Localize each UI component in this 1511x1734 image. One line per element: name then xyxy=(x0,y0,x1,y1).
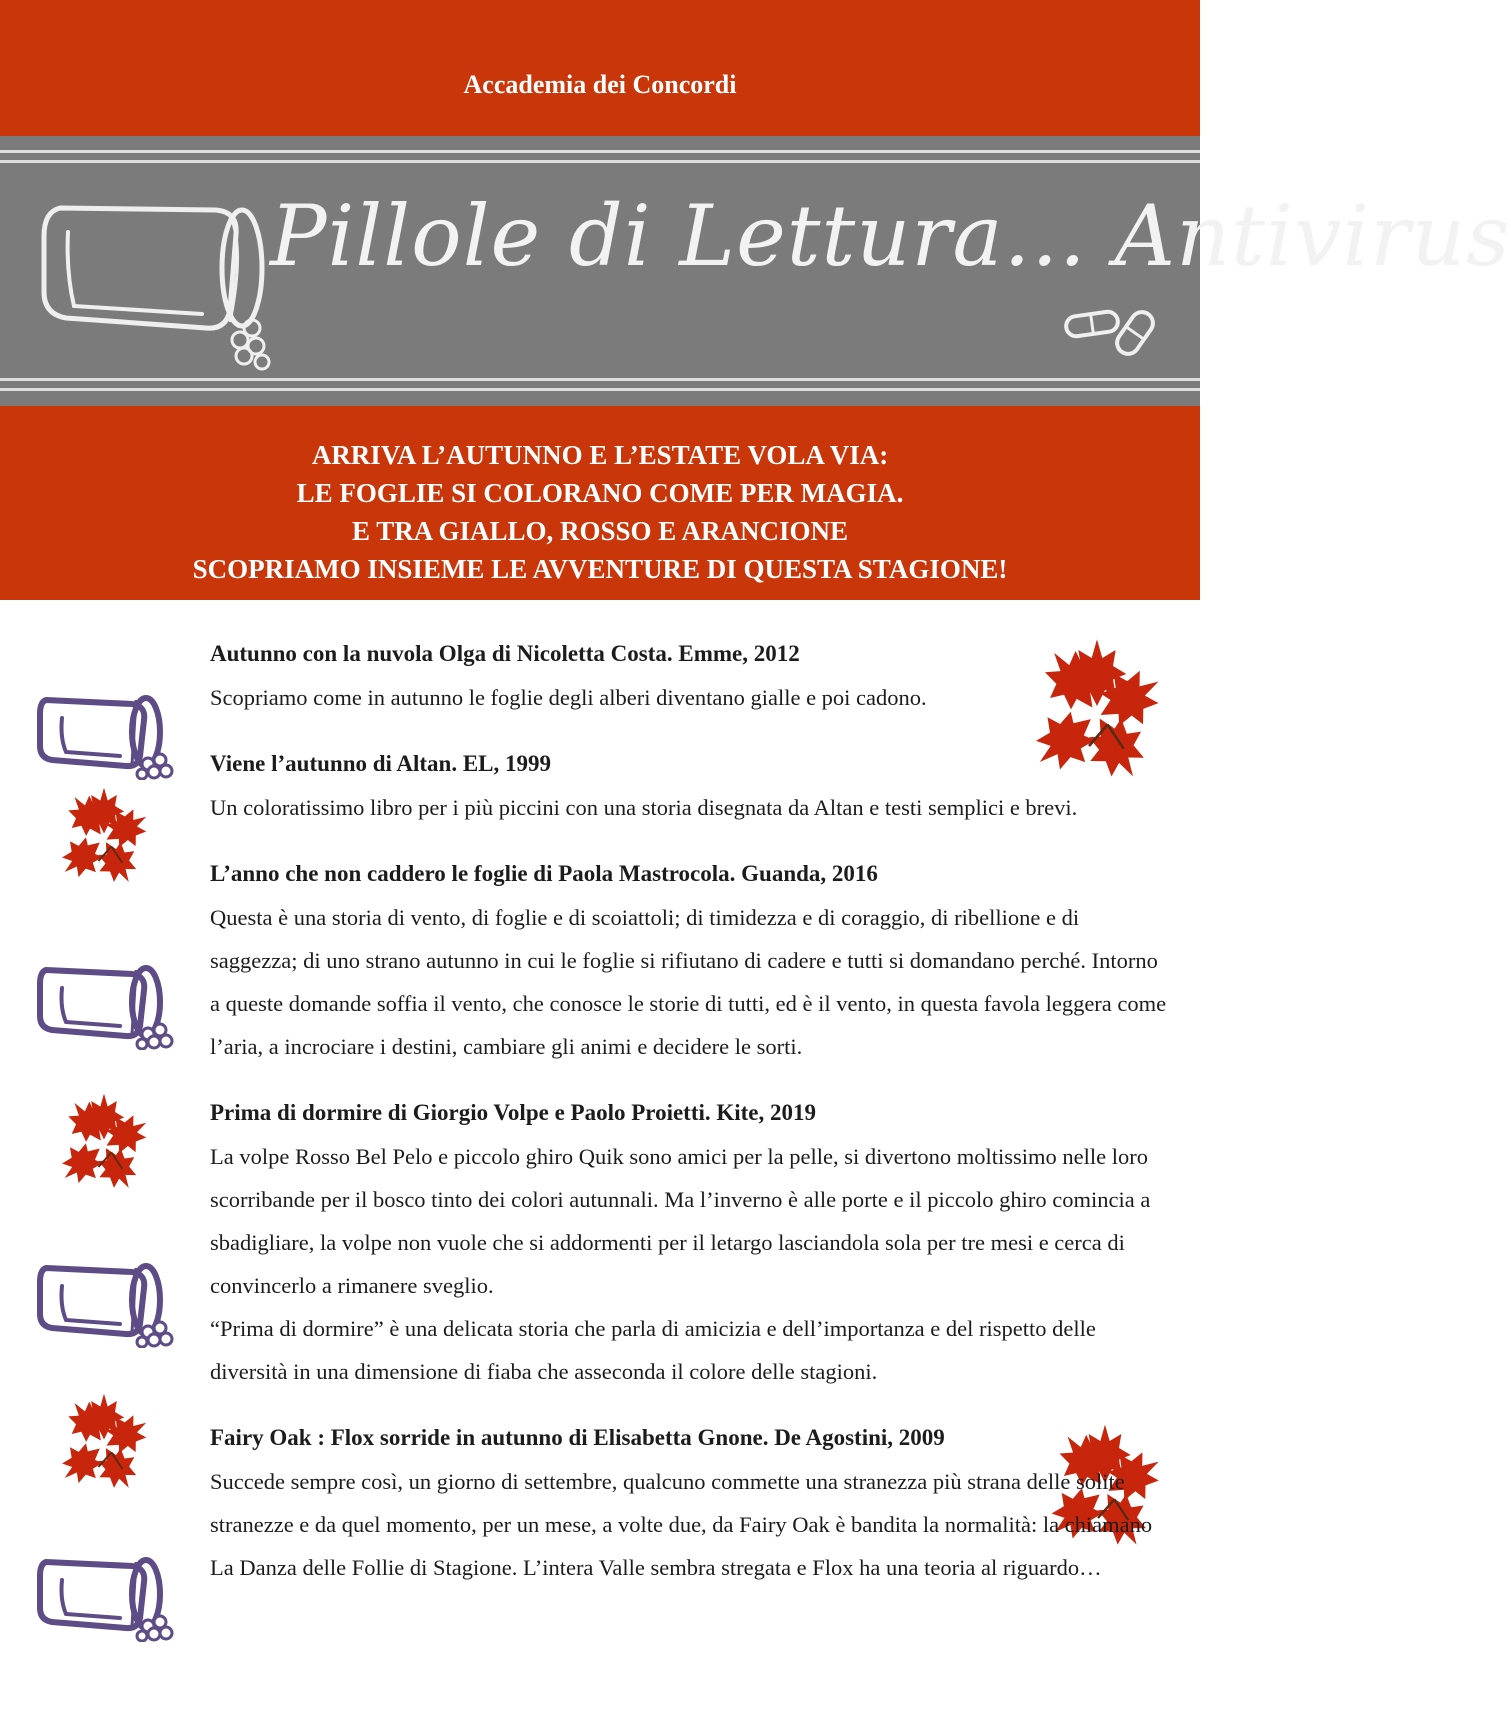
pill-bottle-icon xyxy=(28,1236,178,1348)
maple-leaves-icon xyxy=(44,1390,164,1500)
maple-leaves-icon xyxy=(44,784,164,894)
poem-line: SCOPRIAMO INSIEME LE AVVENTURE DI QUESTA STAGIONE! xyxy=(192,554,1008,584)
description-paragraph: “Prima di dormire” è una delicata storia che parla di amicizia e dell’importanza e del rispetto delle diversità in una dimensione di fiaba che asseconda il colore delle stagioni. xyxy=(210,1316,1096,1384)
book-list xyxy=(210,632,1170,1612)
book-entry xyxy=(210,1091,1170,1393)
book-entry xyxy=(210,852,1170,1068)
organization-name: Accademia dei Concordi xyxy=(463,70,737,99)
maple-leaves-icon xyxy=(44,1090,164,1200)
book-title: Viene l’autunno di Altan. EL, 1999 xyxy=(210,751,552,776)
book-entry xyxy=(210,632,1170,719)
book-entry xyxy=(210,742,1170,829)
book-entry xyxy=(210,1416,1170,1589)
poem-line: E TRA GIALLO, ROSSO E ARANCIONE xyxy=(351,516,849,546)
book-description xyxy=(210,676,1170,719)
pill-bottle-icon xyxy=(28,938,178,1050)
pill-bottle-icon xyxy=(28,668,178,780)
book-title: Prima di dormire di Giorgio Volpe e Paolo Proietti. Kite, 2019 xyxy=(210,1100,817,1125)
book-description xyxy=(210,1460,1170,1589)
description-paragraph: La volpe Rosso Bel Pelo e piccolo ghiro Quik sono amici per la pelle, si divertono moltissimo nelle loro scorribande per il bosco tinto dei colori autunnali. Ma l’inverno è alle porte e il piccolo ghiro comincia a sbadigliare, la volpe non vuole che si addormenti per il letargo lasciandola sola per tre mesi e cerca di convincerlo a rimanere sveglio. xyxy=(210,1144,1151,1298)
book-description xyxy=(210,1135,1170,1393)
pill-bottle-icon xyxy=(30,172,270,372)
description-paragraph: Succede sempre così, un giorno di settembre, qualcuno commette una stranezza più strana delle solite stranezze e da quel momento, per un mese, a volte due, da Fairy Oak è bandita la normalità: la chiamano La Danza delle Follie di Stagione. L’intera Valle sembra stregata e Flox ha una teoria al riguardo… xyxy=(210,1469,1153,1580)
book-title: L’anno che non caddero le foglie di Paola Mastrocola. Guanda, 2016 xyxy=(210,861,878,886)
poem-line: LE FOGLIE SI COLORANO COME PER MAGIA. xyxy=(296,478,904,508)
description-paragraph: Questa è una storia di vento, di foglie e di scoiattoli; di timidezza e di coraggio, di ribellione e di saggezza; di uno strano autunno in cui le foglie si rifiutano di cadere e tutti si domandano perché. Intorno a queste domande soffia il vento, che conosce le storie di tutti, ed è il vento, in questa favola leggera come l’aria, a incrociare i destini, cambiare gli animi e decidere le sorti. xyxy=(210,905,1167,1059)
capsule-icon xyxy=(1060,300,1170,360)
book-description xyxy=(210,896,1170,1068)
description-paragraph: Un coloratissimo libro per i più piccini con una storia disegnata da Altan e testi semplici e brevi. xyxy=(210,795,1078,820)
book-title: Fairy Oak : Flox sorride in autunno di Elisabetta Gnone. De Agostini, 2009 xyxy=(210,1425,945,1450)
poem-line: ARRIVA L’AUTUNNO E L’ESTATE VOLA VIA: xyxy=(311,440,889,470)
book-title: Autunno con la nuvola Olga di Nicoletta Costa. Emme, 2012 xyxy=(210,641,800,666)
book-description xyxy=(210,786,1170,829)
intro-poem xyxy=(0,436,1200,588)
banner-title: Pillole di Lettura... Antivirus xyxy=(270,187,1511,285)
pill-bottle-icon xyxy=(28,1530,178,1642)
description-paragraph: Scopriamo come in autunno le foglie degli alberi diventano gialle e poi cadono. xyxy=(210,685,927,710)
